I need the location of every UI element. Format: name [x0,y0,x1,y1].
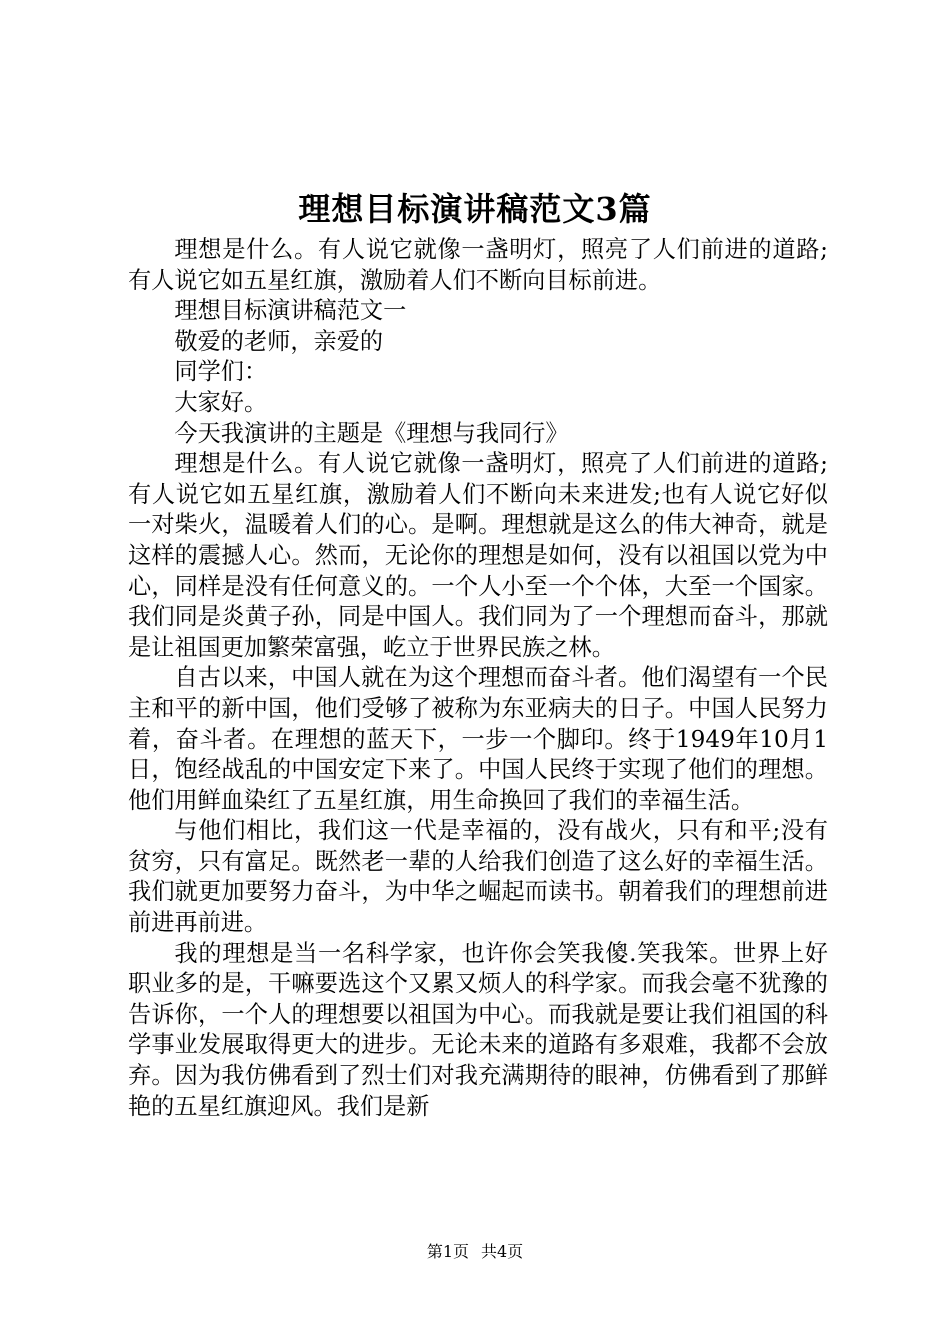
paragraph: 自古以来，中国人就在为这个理想而奋斗者。他们渴望有一个民主和平的新中国，他们受够了被称为东亚病夫的日子。中国人民努力着，奋斗者。在理想的蓝天下，一步一个脚印。终于1949年10月1日，饱经战乱的中国安定下来了。中国人民终于实现了他们的理想。他们用鲜血染红了五星红旗，用生命换回了我们的幸福生活。 [128,664,828,814]
page-footer [0,1240,950,1264]
page-total: 共4页 [481,1242,524,1261]
paragraph: 敬爱的老师，亲爱的 [174,327,384,355]
paragraph: 理想是什么。有人说它就像一盏明灯，照亮了人们前进的道路;有人说它如五星红旗，激励着人们不断向未来进发;也有人说它好似一对柴火，温暖着人们的心。是啊。理想就是这么的伟大神奇，就是这样的震撼人心。然而，无论你的理想是如何，没有以祖国以党为中心，同样是没有任何意义的。一个人小至一个个体，大至一个国家。我们同是炎黄子孙，同是中国人。我们同为了一个理想而奋斗，那就是让祖国更加繁荣富强，屹立于世界民族之林。 [128,450,828,661]
paragraph: 同学们： [174,358,268,386]
document-title: 理想目标演讲稿范文3篇 [298,190,652,228]
document-body [128,235,828,1122]
paragraph: 我的理想是当一名科学家，也许你会笑我傻.笑我笨。世界上好职业多的是，干嘛要选这个又累又烦人的科学家。而我会毫不犹豫的告诉你，一个人的理想要以祖国为中心。而我就是要让我们祖国的科学事业发展取得更大的进步。无论未来的道路有多艰难，我都不会放弃。因为我仿佛看到了烈士们对我充满期待的眼神，仿佛看到了那鲜艳的五星红旗迎风。我们是新 [128,939,828,1120]
paragraph: 理想目标演讲稿范文一 [174,297,407,325]
paragraph: 与他们相比，我们这一代是幸福的，没有战火，只有和平;没有贫穷，只有富足。既然老一辈的人给我们创造了这么好的幸福生活。我们就更加要努力奋斗，为中华之崛起而读书。朝着我们的理想前进前进再前进。 [128,817,828,937]
paragraph: 今天我演讲的主题是《理想与我同行》 [174,419,569,447]
paragraph: 理想是什么。有人说它就像一盏明灯，照亮了人们前进的道路;有人说它如五星红旗，激励着人们不断向目标前进。 [128,236,828,294]
paragraph: 大家好。 [174,388,268,416]
page-number: 第1页 [426,1242,469,1261]
